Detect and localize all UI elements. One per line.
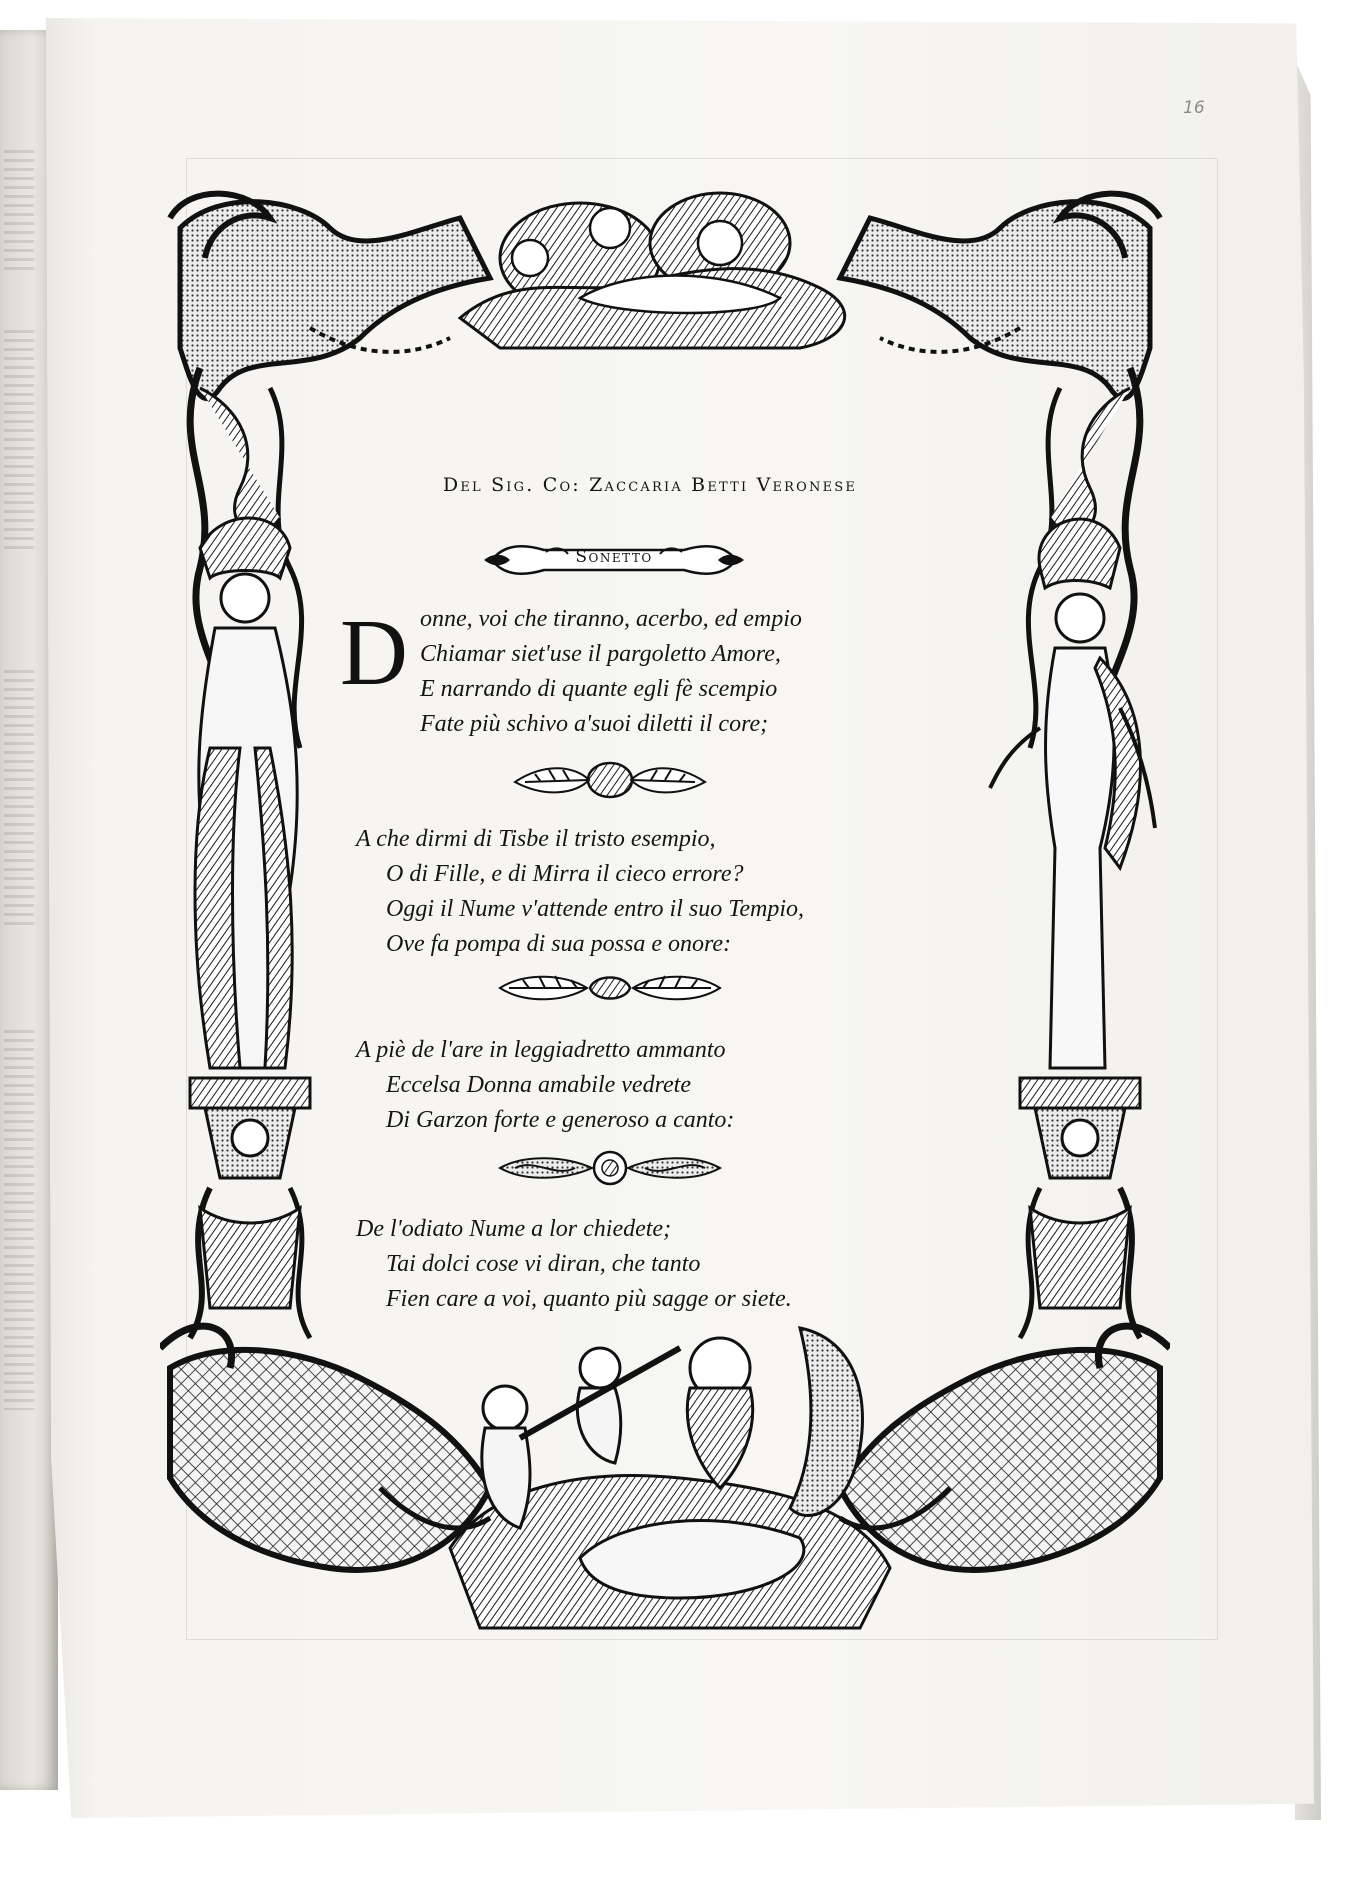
poem-line: Fate più schivo a'suoi diletti il core; bbox=[420, 711, 769, 737]
form-title: Sonetto bbox=[575, 547, 653, 567]
poem-line: Oggi il Nume v'attende entro il suo Tempio, bbox=[386, 896, 804, 922]
show-through-text bbox=[4, 330, 34, 550]
stanza-4 bbox=[356, 1212, 956, 1317]
poem-line: De l'odiato Nume a lor chiedete; bbox=[356, 1216, 672, 1242]
show-through-text bbox=[4, 1030, 34, 1410]
stanza-3 bbox=[356, 1033, 956, 1138]
poem-line: Tai dolci cose vi diran, che tanto bbox=[386, 1251, 701, 1277]
sonetto-cartouche bbox=[484, 538, 744, 582]
attribution-heading: Del Sig. Co: Zaccaria Betti Veronese bbox=[442, 474, 858, 496]
poem-line: onne, voi che tiranno, acerbo, ed empio bbox=[420, 606, 802, 632]
show-through-text bbox=[4, 150, 34, 270]
poem-line: A piè de l'are in leggiadretto ammanto bbox=[356, 1037, 726, 1063]
poem-line: Eccelsa Donna amabile vedrete bbox=[386, 1072, 692, 1098]
stanza-1 bbox=[420, 602, 1020, 742]
foliate-vignette-icon bbox=[505, 752, 715, 808]
poem-line: E narrando di quante egli fè scempio bbox=[420, 676, 778, 702]
folio-number: 16 bbox=[1183, 98, 1205, 118]
drop-cap-initial: D bbox=[340, 601, 408, 705]
poem-line: Fien care a voi, quanto più sagge or siete. bbox=[386, 1286, 792, 1312]
poem-line: O di Fille, e di Mirra il cieco errore? bbox=[386, 861, 744, 887]
poem-line: Ove fa pompa di sua possa e onore: bbox=[386, 931, 732, 957]
stanza-2 bbox=[356, 822, 956, 962]
poem-line: Di Garzon forte e generoso a canto: bbox=[386, 1107, 735, 1133]
poem-line: Chiamar siet'use il pargoletto Amore, bbox=[420, 641, 781, 667]
foliate-vignette-icon bbox=[495, 960, 725, 1016]
poem-line: A che dirmi di Tisbe il tristo esempio, bbox=[356, 826, 716, 852]
show-through-text bbox=[4, 670, 34, 930]
foliate-vignette-icon bbox=[495, 1140, 725, 1196]
